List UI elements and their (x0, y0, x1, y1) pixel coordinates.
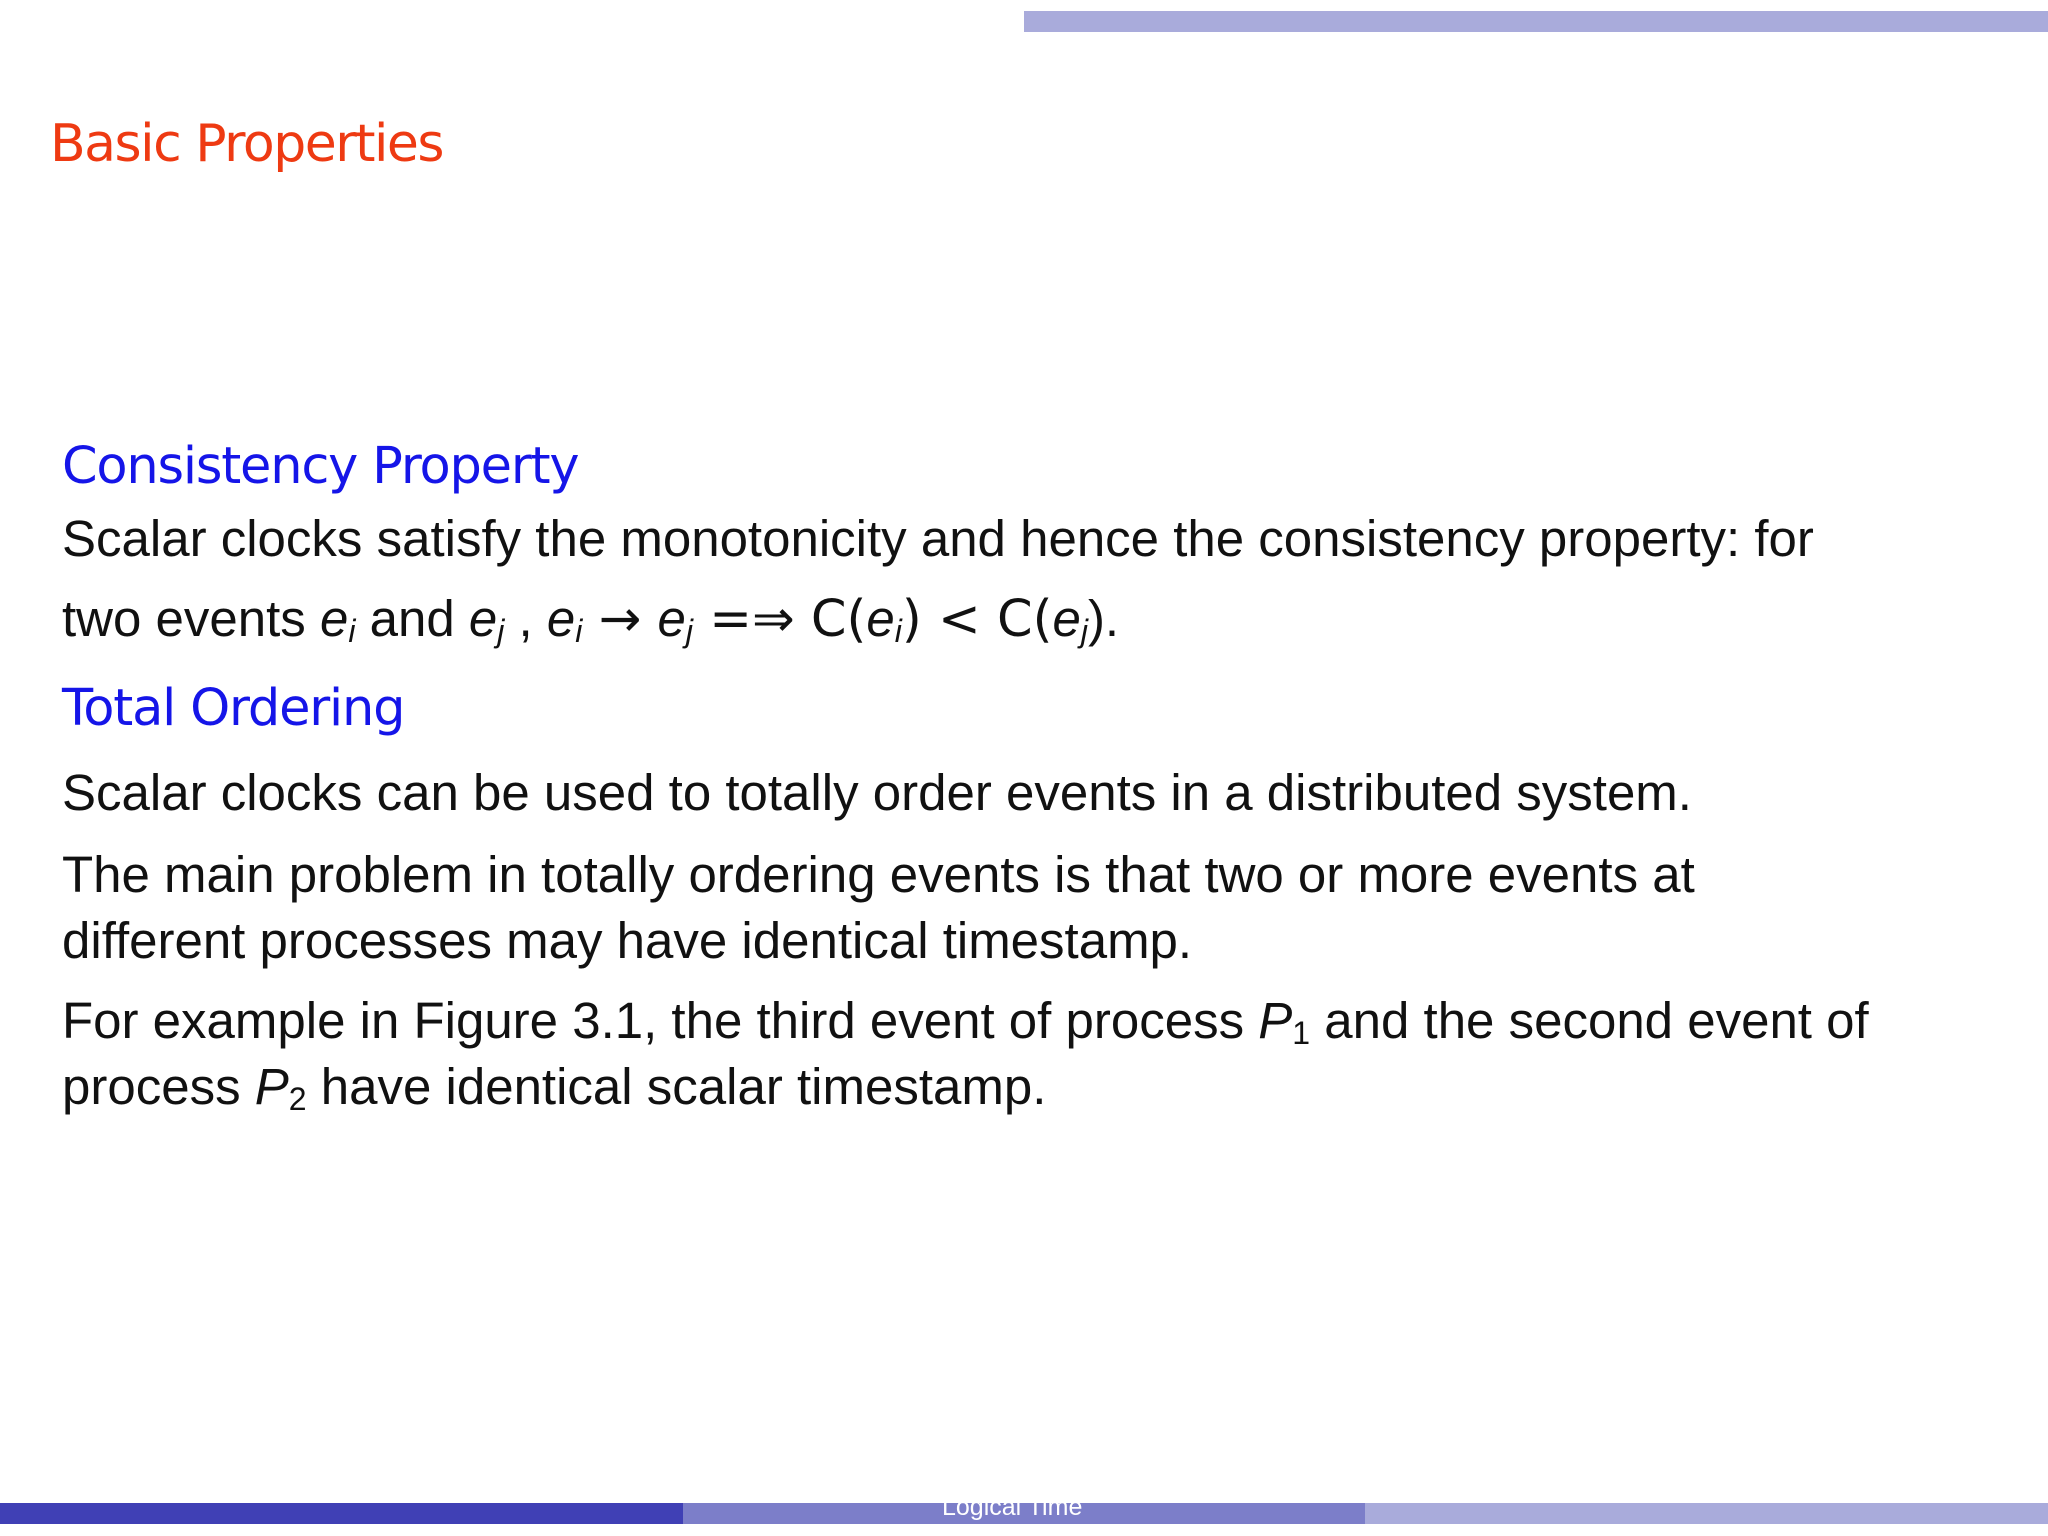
heading-consistency-property: Consistency Property (62, 437, 579, 496)
consistency-line-1: Scalar clocks satisfy the monotonicity and hence the consistency property: for (62, 510, 1814, 567)
total-ordering-paragraph-1: Scalar clocks can be used to totally order events in a distributed system. (62, 764, 1692, 821)
total-ordering-paragraph-3 (62, 988, 1869, 1120)
text-fragment: ). (1087, 590, 1120, 647)
paragraph-2-line-2: different processes may have identical timestamp. (62, 912, 1193, 969)
text-fragment: two events (62, 590, 320, 647)
paragraph-3-line-2 (62, 1054, 1869, 1120)
math-e: e (468, 590, 498, 647)
math-e: e (319, 590, 349, 647)
consistency-paragraph (62, 506, 1814, 653)
process-subscript: 1 (1292, 1015, 1311, 1051)
text-fragment: and the second event of (1310, 992, 1869, 1049)
process-subscript: 2 (288, 1081, 307, 1117)
text-fragment: have identical scalar timestamp. (306, 1058, 1047, 1115)
process-symbol: P (1258, 992, 1293, 1049)
total-ordering-paragraph-2 (62, 842, 1695, 974)
math-subscript: i (348, 613, 356, 649)
slide-title: Basic Properties (50, 114, 443, 174)
consistency-line-2 (62, 586, 1814, 653)
math-subscript: j (1080, 613, 1088, 649)
text-fragment: and (355, 590, 469, 647)
math-e: e (657, 590, 686, 647)
footer-label: Logical Time (942, 1493, 1083, 1521)
math-subscript: i (575, 613, 583, 649)
text-fragment: , (504, 590, 547, 647)
math-e: e (1052, 590, 1081, 647)
arrow-symbol: → (582, 590, 658, 649)
footer-segment-left (0, 1503, 683, 1524)
paragraph-2-line-1: The main problem in totally ordering events is that two or more events at (62, 846, 1695, 903)
paragraph-3-line-1 (62, 988, 1869, 1054)
less-than-symbol: ) < C( (901, 590, 1053, 649)
math-subscript: j (497, 613, 505, 649)
implies-symbol: =⇒ C( (693, 590, 867, 649)
math-subscript: j (685, 613, 694, 649)
text-fragment: process (62, 1058, 255, 1115)
math-subscript: i (894, 613, 902, 649)
text-fragment: For example in Figure 3.1, the third event of process (62, 992, 1259, 1049)
footer-segment-right (1365, 1503, 2048, 1524)
process-symbol: P (254, 1058, 289, 1115)
math-e: e (546, 590, 576, 647)
math-e: e (866, 590, 895, 647)
top-accent-bar (1024, 11, 2048, 32)
heading-total-ordering: Total Ordering (62, 679, 405, 738)
